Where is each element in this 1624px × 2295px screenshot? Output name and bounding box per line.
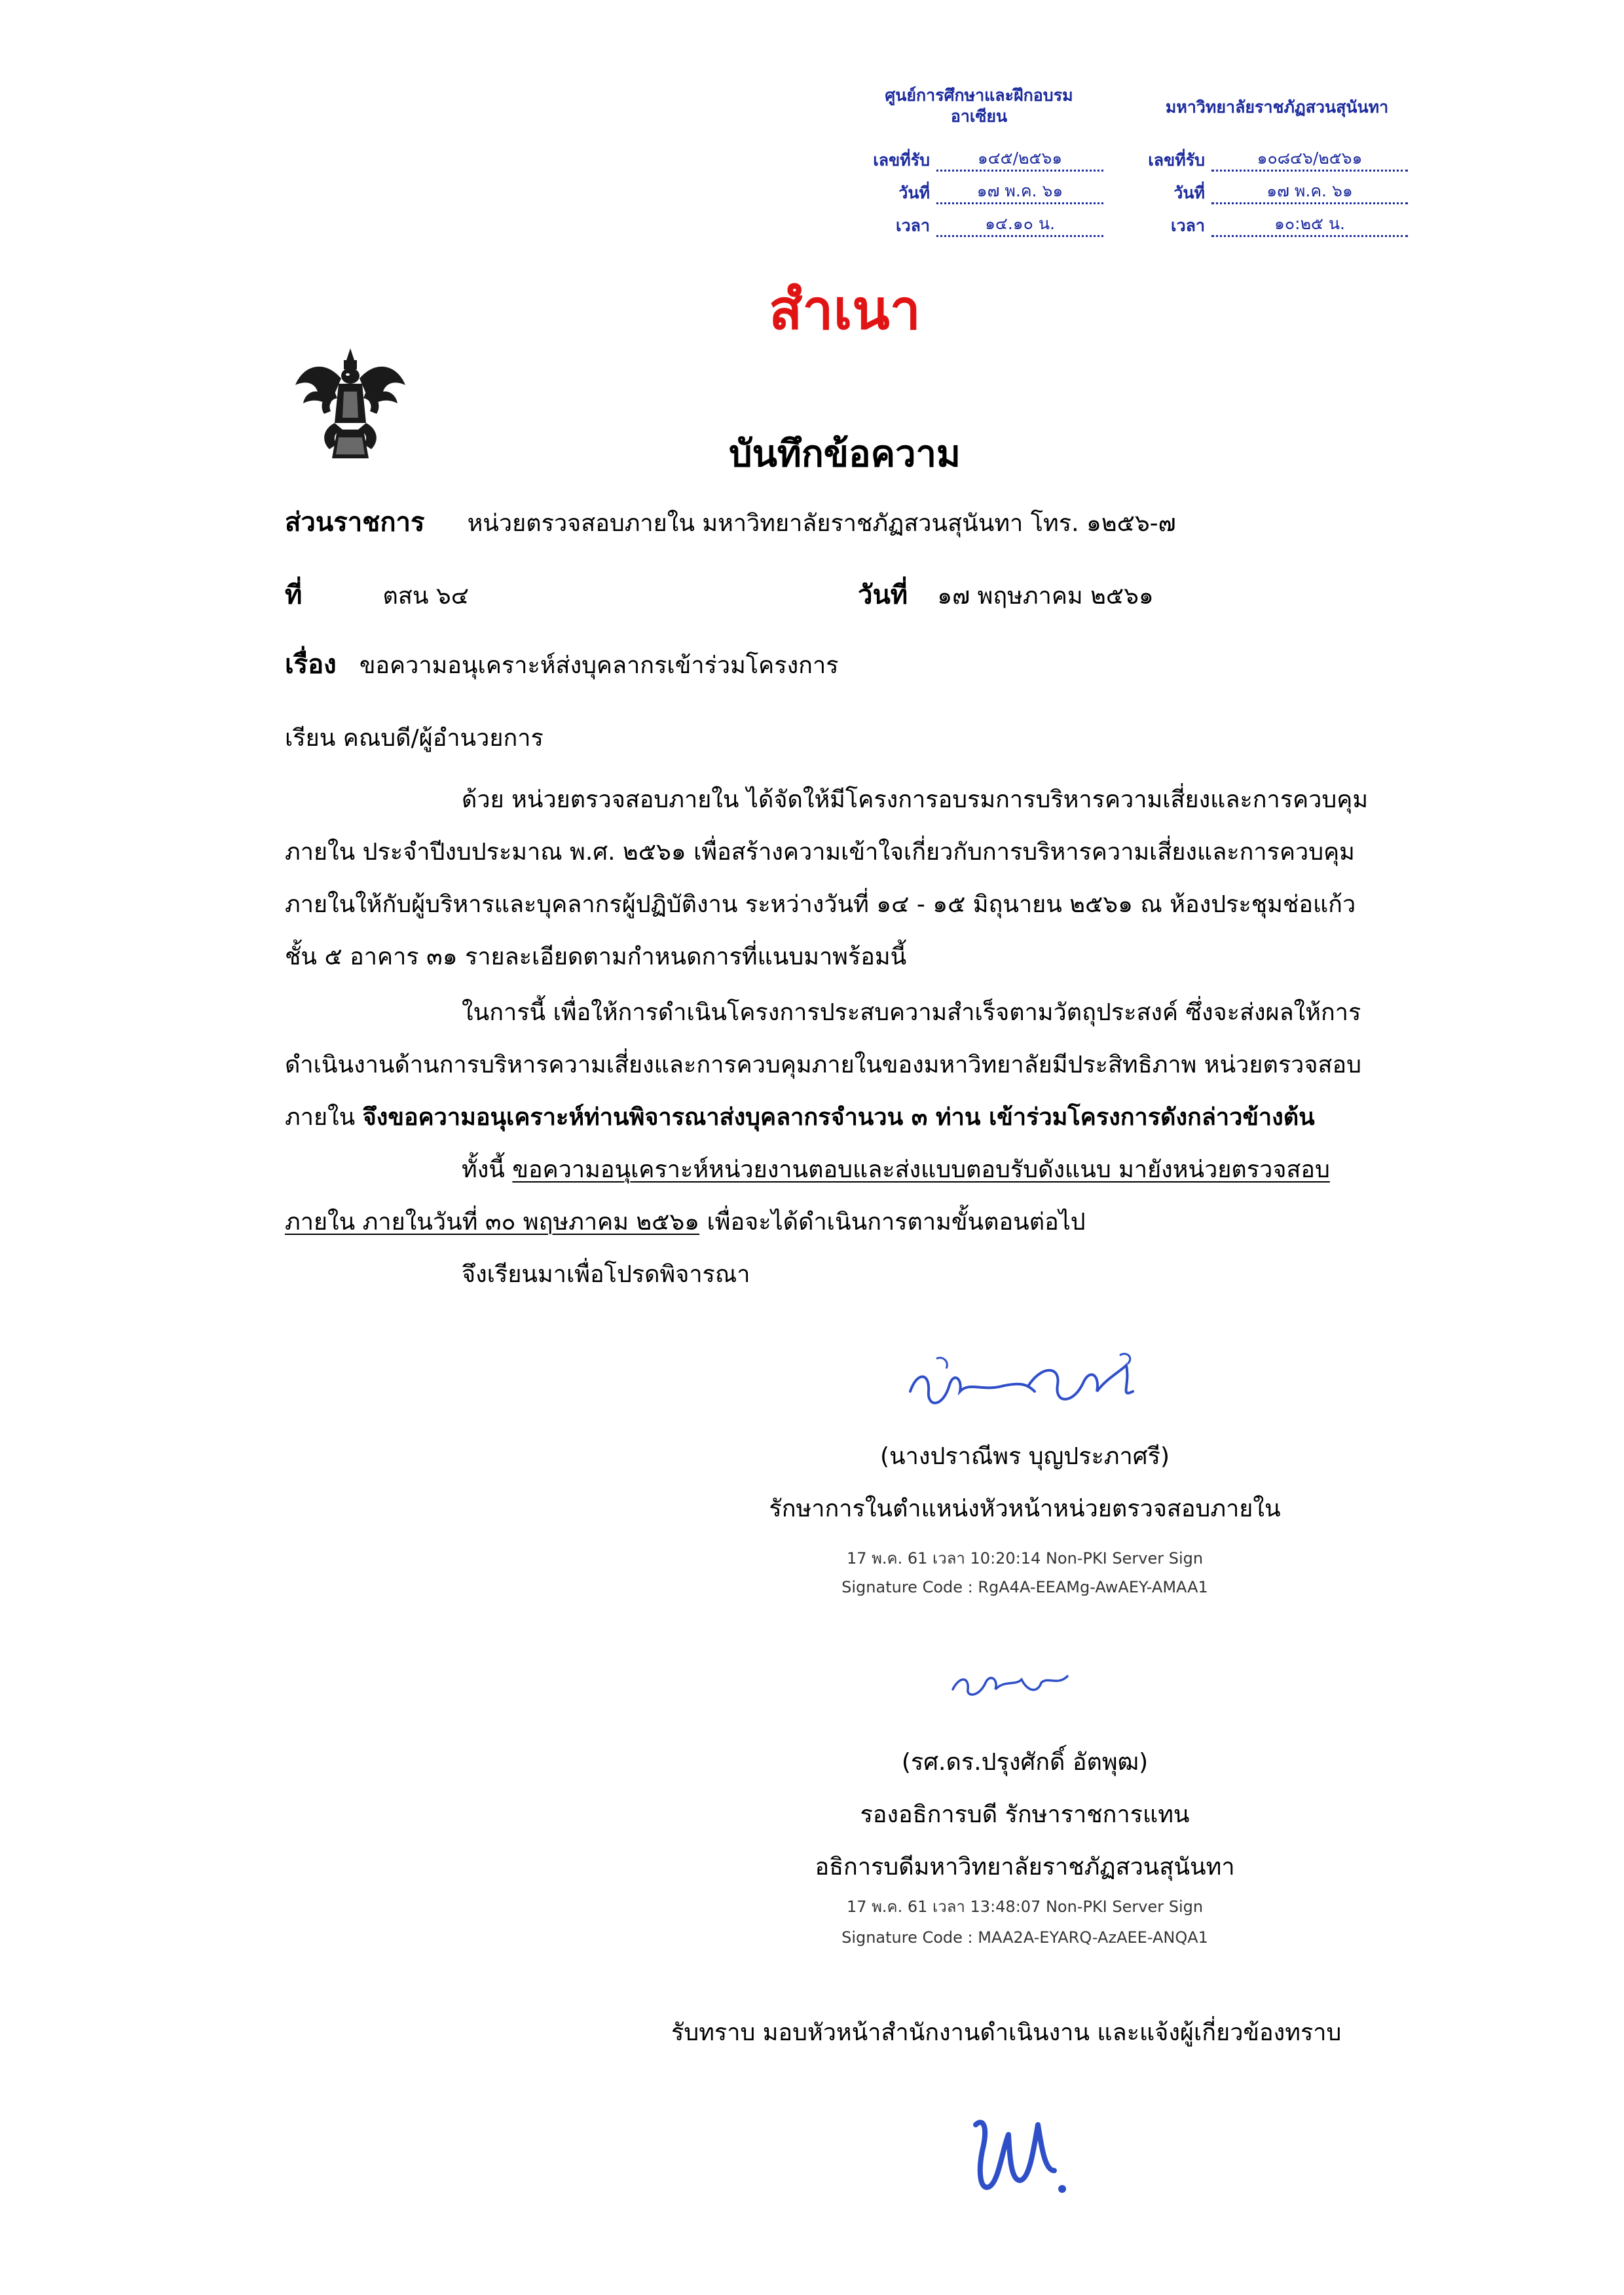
para3-line1-prefix: ทั้งนี้	[462, 1156, 513, 1183]
closing: จึงเรียนมาเพื่อโปรดพิจารณา	[462, 1261, 750, 1288]
stamp-time-value: ๑๐:๒๕ น.	[1211, 213, 1408, 237]
signer1-position: รักษาการในตำแหน่งหัวหน้าหน่วยตรวจสอบภายใน	[769, 1496, 1281, 1522]
para1-line1: ด้วย หน่วยตรวจสอบภายใน ได้จัดให้มีโครงการอบรมการบริหารความเสี่ยงและการควบคุม	[462, 786, 1369, 813]
stamp-org-line1: มหาวิทยาลัยราชภัฏสวนสุนันทา	[1165, 98, 1389, 117]
signer2-sign-info: 17 พ.ค. 61 เวลา 13:48:07 Non-PKI Server Sign	[846, 1898, 1204, 1916]
para3-deadline-underlined: ภายใน ภายในวันที่ ๓๐ พฤษภาคม ๒๕๖๑	[285, 1209, 700, 1236]
signer2-name: (รศ.ดร.ปรุงศักดิ์ อัตพุฒ)	[901, 1749, 1149, 1776]
signer1-sign-info: 17 พ.ค. 61 เวลา 10:20:14 Non-PKI Server Sign	[846, 1549, 1204, 1568]
subject-row	[285, 643, 839, 685]
receipt-stamp-university	[1133, 85, 1421, 242]
subject-value: ขอความอนุเคราะห์ส่งบุคลากรเข้าร่วมโครงการ	[359, 652, 839, 679]
stamp-number-row	[1133, 147, 1421, 174]
reference-value: ตสน ๖๔	[382, 583, 469, 610]
stamp-date-row	[1133, 180, 1421, 206]
handwritten-signature-2	[943, 1657, 1087, 1709]
copy-mark: สำเนา	[769, 278, 921, 342]
stamp-org-name	[848, 85, 1110, 127]
stamp-date-label: วันที่	[1173, 183, 1205, 202]
stamp-org-line1: ศูนย์การศึกษาและฝึกอบรม	[885, 86, 1073, 105]
signer2-sign-code: Signature Code : MAA2A-EYARQ-AzAEE-ANQA1	[841, 1928, 1208, 1947]
stamp-number-value: ๑๔๕/๒๕๖๑	[936, 147, 1103, 172]
para3-line1	[462, 1150, 1330, 1188]
date-value: ๑๗ พฤษภาคม ๒๕๖๑	[937, 583, 1154, 610]
agency-value: หน่วยตรวจสอบภายใน มหาวิทยาลัยราชภัฏสวนสุนันทา โทร. ๑๒๕๖-๗	[467, 510, 1176, 537]
stamp-number-row	[848, 147, 1110, 174]
stamp-number-label: เลขที่รับ	[873, 151, 930, 170]
reference-label: ที่	[285, 580, 303, 610]
salutation: เรียน คณบดี/ผู้อำนวยการ	[285, 725, 544, 752]
signer2-position2: อธิการบดีมหาวิทยาลัยราชภัฏสวนสุนันทา	[815, 1854, 1235, 1881]
stamp-time-value: ๑๔.๑๐ น.	[936, 213, 1103, 237]
para2-line2: ดำเนินงานด้านการบริหารความเสี่ยงและการควบคุมภายในของมหาวิทยาลัยมีประสิทธิภาพ หน่วยตรวจสอบ	[285, 1052, 1361, 1078]
stamp-date-value: ๑๗ พ.ค. ๖๑	[936, 180, 1103, 204]
stamp-number-value: ๑๐๘๔๖/๒๕๖๑	[1211, 147, 1408, 172]
para2-line3	[285, 1098, 1315, 1135]
para1-line4: ชั้น ๕ อาคาร ๓๑ รายละเอียดตามกำหนดการที่แนบมาพร้อมนี้	[285, 944, 907, 970]
endorsement-note: รับทราบ มอบหัวหน้าสำนักงานดำเนินงาน และแจ้งผู้เกี่ยวข้องทราบ	[671, 2019, 1342, 2046]
signer1-name: (นางปราณีพร บุญประภาศรี)	[880, 1443, 1170, 1470]
subject-label: เรื่อง	[285, 650, 337, 680]
stamp-date-label: วันที่	[898, 183, 930, 202]
agency-label: ส่วนราชการ	[285, 507, 425, 538]
signer2-position1: รองอธิการบดี รักษาราชการแทน	[860, 1801, 1190, 1828]
para1-line2: ภายใน ประจำปีงบประมาณ พ.ศ. ๒๕๖๑ เพื่อสร้างความเข้าใจเกี่ยวกับการบริหารความเสี่ยงและการควบคุม	[285, 839, 1355, 866]
signer1-sign-code: Signature Code : RgA4A-EEAMg-AwAEY-AMAA1	[841, 1578, 1208, 1596]
stamp-org-line2: อาเซียน	[950, 107, 1008, 126]
date-row	[858, 574, 1154, 615]
garuda-emblem-icon	[291, 346, 409, 464]
handwritten-initials	[963, 2105, 1074, 2210]
para3-line2	[285, 1203, 1086, 1240]
receipt-stamp-center	[848, 85, 1110, 242]
stamp-time-label: เวลา	[1171, 216, 1205, 235]
stamp-date-row	[848, 180, 1110, 206]
memo-title: บันทึกข้อความ	[729, 433, 961, 475]
stamp-date-value: ๑๗ พ.ค. ๖๑	[1211, 180, 1408, 204]
stamp-org-name	[1133, 85, 1421, 118]
para3-line2-suffix: เพื่อจะได้ดำเนินการตามขั้นตอนต่อไป	[699, 1209, 1086, 1236]
para3-line1-underlined: ขอความอนุเคราะห์หน่วยงานตอบและส่งแบบตอบรับดังแนบ มายังหน่วยตรวจสอบ	[512, 1156, 1330, 1183]
date-label: วันที่	[858, 580, 908, 610]
stamp-number-label: เลขที่รับ	[1148, 151, 1205, 170]
para2-line3-prefix: ภายใน	[285, 1104, 363, 1131]
stamp-time-row	[1133, 213, 1421, 239]
para1-line3: ภายในให้กับผู้บริหารและบุคลากรผู้ปฏิบัติงาน ระหว่างวันที่ ๑๔ - ๑๕ มิถุนายน ๒๕๖๑ ณ ห้องประชุมช่อแก้ว	[285, 891, 1356, 918]
reference-row	[285, 574, 469, 615]
para2-request-bold: จึงขอความอนุเคราะห์ท่านพิจารณาส่งบุคลากรจำนวน ๓ ท่าน เข้าร่วมโครงการดังกล่าวข้างต้น	[362, 1104, 1315, 1131]
handwritten-signature-1	[897, 1346, 1146, 1424]
agency-row	[285, 501, 1176, 543]
stamp-time-label: เวลา	[896, 216, 930, 235]
stamp-time-row	[848, 213, 1110, 239]
para2-line1: ในการนี้ เพื่อให้การดำเนินโครงการประสบความสำเร็จตามวัตถุประสงค์ ซึ่งจะส่งผลให้การ	[462, 999, 1361, 1026]
